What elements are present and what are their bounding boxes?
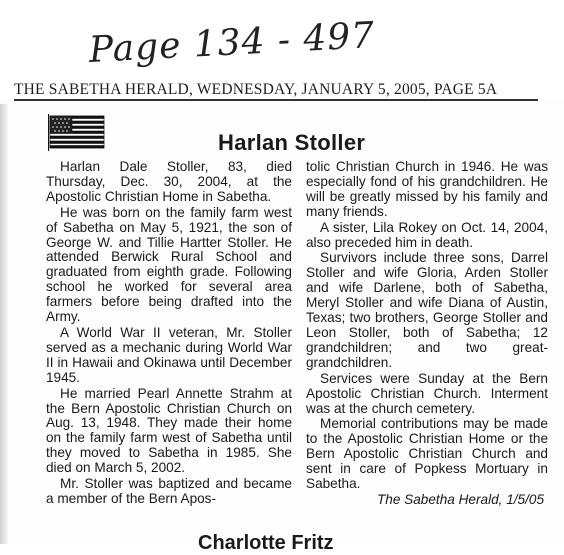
newspaper-masthead: THE SABETHA HERALD, WEDNESDAY, JANUARY 5, 2005, PAGE 5A — [14, 81, 498, 98]
article-paragraph: He was born on the family farm west of Sabetha on May 5, 1921, the son of George W. and Tillie Hartter Stoller. He attended Berwick Rural School and graduated from eighth grade. Following school he worked for several area farmers before being drafted into the Army. — [46, 204, 292, 325]
handwritten-page-note: Page 134 - 497 — [88, 15, 377, 71]
article-paragraph: Mr. Stoller was baptized and became a member of the Bern Apos- — [46, 476, 292, 506]
article-paragraph: Memorial contributions may be made to the Apostolic Christian Home or the Bern Apostolic Christian Church and sent in care of Popkess Mortuary in Sabetha. — [306, 416, 548, 492]
masthead-rule — [14, 99, 538, 101]
article-paragraph: He married Pearl Annette Strahm at the Bern Apostolic Christian Church on Aug. 13, 1948. They made their home on the family farm west of Sabetha until they moved to Sabetha in 1985. She died on March 5, 2002. — [46, 385, 292, 476]
next-obituary-title: Charlotte Fritz — [198, 532, 334, 554]
article-paragraph: Services were Sunday at the Bern Apostolic Christian Church. Interment was at the church cemetery. — [306, 370, 548, 416]
article-paragraph: A World War II veteran, Mr. Stoller served as a mechanic during World War II in Hawaii and Okinawa until December 1945. — [46, 324, 292, 385]
article-paragraph: Survivors include three sons, Darrel Stoller and wife Gloria, Arden Stoller and wife Darlene, both of Sabetha, Meryl Stoller and wife Diana of Austin, Texas; two brothers, George Stoller and Leon Stoller, both of Sabetha; 12 grandchildren; and two great-grandchildren. — [306, 250, 548, 370]
clipping-header-area — [0, 0, 564, 100]
obituary-title: Harlan Stoller — [218, 130, 366, 155]
article-source-signature: The Sabetha Herald, 1/5/05 — [376, 491, 544, 507]
article-paragraph: Harlan Dale Stoller, 83, died Thursday, Dec. 30, 2004, at the Apostolic Christian Home in Sabetha. — [46, 159, 292, 204]
article-column-right — [306, 160, 548, 509]
scan-edge-shadow — [0, 104, 8, 544]
article-paragraph: A sister, Lila Rokey on Oct. 14, 2004, also preceded him in death. — [306, 219, 548, 250]
american-flag-icon — [48, 113, 106, 151]
article-column-left — [46, 160, 292, 508]
article-paragraph: tolic Christian Church in 1946. He was especially fond of his grandchildren. He will be greatly missed by his family and many friends. — [306, 159, 548, 219]
